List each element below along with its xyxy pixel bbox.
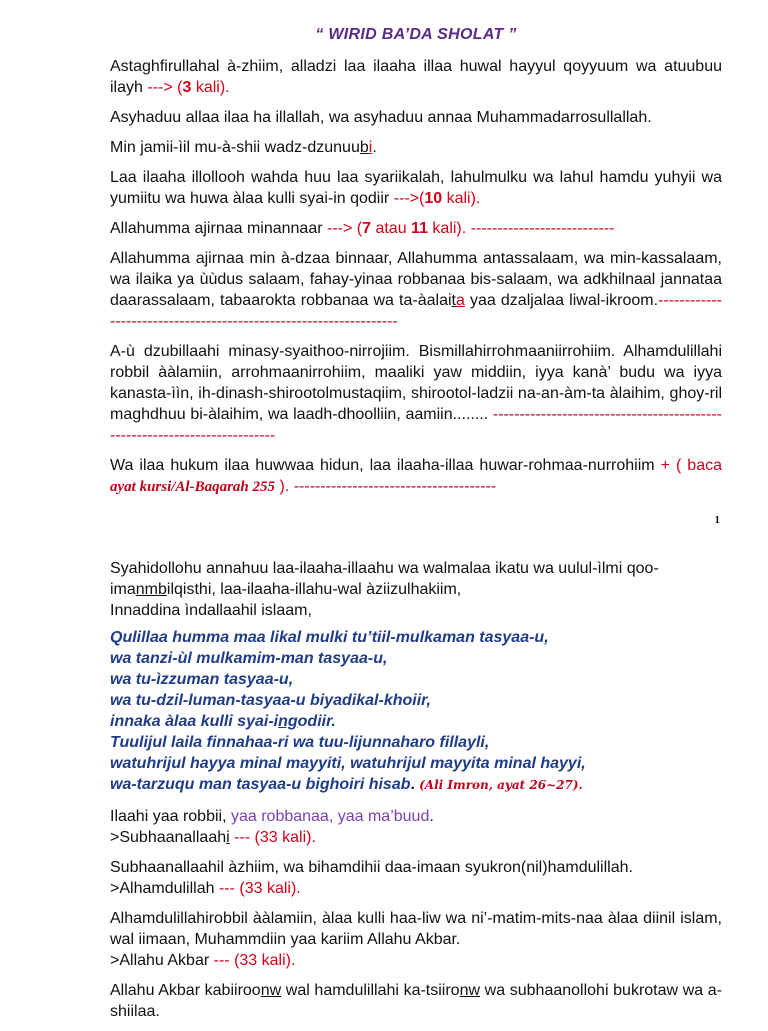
verse-line: watuhrijul hayya minal mayyiti, watuhrijul mayyita minal hayyi, xyxy=(110,755,586,772)
paragraph-min-jamii: Min jamii-ìil mu-à-shii wadz-dzunuubi. xyxy=(110,139,377,156)
paragraph-allahu-akbar-kabiiro: Allahu Akbar kabiiroonw wal hamdulillahi ka-tsiironw wa subhaanollohi bukrotaw wa a-shiilaa. xyxy=(110,982,723,1020)
verse-line: wa tu-ìzzuman tasyaa-u, xyxy=(110,671,294,688)
paragraph-syahadat: Asyhaduu allaa ilaa ha illallah, wa asyhaduu annaa Muhammadarrosullallah. xyxy=(110,109,652,126)
paragraph-syahidollohu: Syahidollohu annahuu laa-ilaaha-illaahu wa walmalaa ikatu wa uulul-ìlmi qoo-imanmbilqisthi, laa-ilaaha-illahu-wal àziizulhakiim, Innaddina ìndallaahil islaam, xyxy=(110,560,659,619)
page-title: “ WIRID BA’DA SHOLAT ” xyxy=(315,26,517,43)
document-page-2 xyxy=(110,558,722,1031)
paragraph-ilaahi: Ilaahi yaa robbii, yaa robbanaa, yaa ma’buud. >Subhaanallaahi --- (33 kali). xyxy=(110,808,434,846)
document-page-1 xyxy=(110,24,722,507)
verse-line: wa tu-dzil-luman-tasyaa-u biyadikal-khoiir, xyxy=(110,692,431,709)
verse-line: innaka àlaa kulli syai-ingodiir. xyxy=(110,713,336,730)
paragraph-antassalaam: Allahumma ajirnaa min à-dzaa binnaar, Allahumma antassalaam, wa min-kassalaam, wa ilaika ya ùùdus salaam, fahay-yinaa robbanaa bis-salaam, wa adkhilnaal jannataa daarassalaam, tabaarokta robbanaa wa ta-àalaita yaa dzaljalaa liwal-ikroom.------------------------------------------------------------------ xyxy=(110,250,722,330)
verse-line: Tuulijul laila finnahaa-ri wa tuu-lijunnaharo fillayli, xyxy=(110,734,490,751)
verse-line: Qulillaa humma maa likal mulki tu’tiil-mulkaman tasyaa-u, xyxy=(110,629,549,646)
verse-line: wa tanzi-ùl mulkamim-man tasyaa-u, xyxy=(110,650,388,667)
paragraph-tahlil: Laa ilaaha illollooh wahda huu laa syariikalah, lahulmulku wa lahul hamdu yuhyii wa yumiitu wa huwa àlaa kulli syai-in qodiir --->(10 kali). xyxy=(110,169,722,207)
paragraph-wa-ilaa-hukum: Wa ilaa hukum ilaa huwwaa hidun, laa ilaaha-illaa huwar-rohmaa-nurrohiim + ( baca ayat kursi/Al-Baqarah 255 ). -------------------------------------- xyxy=(110,457,723,495)
paragraph-subhaanallaahil: Subhaanallaahil àzhiim, wa bihamdihii daa-imaan syukron(nil)hamdulillah. >Alhamdulillah --- (33 kali). xyxy=(110,859,633,897)
paragraph-ajirnaa: Allahumma ajirnaa minannaar ---> (7 atau 11 kali). --------------------------- xyxy=(110,220,615,237)
paragraph-alhamdulillahirobbil: Alhamdulillahirobbil ààlamiin, àlaa kulli haa-liw wa ni’-matim-mits-naa àlaa diinil islam, wal iimaan, Muhammdiin yaa kariim Allahu Akbar. >Allahu Akbar --- (33 kali). xyxy=(110,910,722,969)
paragraph-istighfar: Astaghfirullahal à-zhiim, alladzi laa ilaaha illaa huwal hayyul qoyyuum wa atuubuu ilayh ---> (3 kali). xyxy=(110,58,722,96)
verse-line: wa-tarzuqu man tasyaa-u bighoiri hisab. (Ali Imron, ayat 26~27). xyxy=(110,776,583,793)
ali-imran-verse xyxy=(110,627,722,796)
page-number: 1 xyxy=(714,514,720,526)
paragraph-al-fatihah: A-ù dzubillaahi minasy-syaithoo-nirrojiim. Bismillahirrohmaaniirrohiim. Alhamdulillahi robbil ààlamiin, arrohmaanirrohiim, maaliki yaw middiin, iyya kanà’ budu wa iyya kanasta-ììn, ih-dinash-shirootolmustaqiim, shirootol-ladzii na-an-àm-ta àlaihim, ghoy-ril maghdhuu bi-àlaihim, wa laadh-dhoolliin, aamiin........ -------------------------------------------------------------------------- xyxy=(110,343,722,444)
